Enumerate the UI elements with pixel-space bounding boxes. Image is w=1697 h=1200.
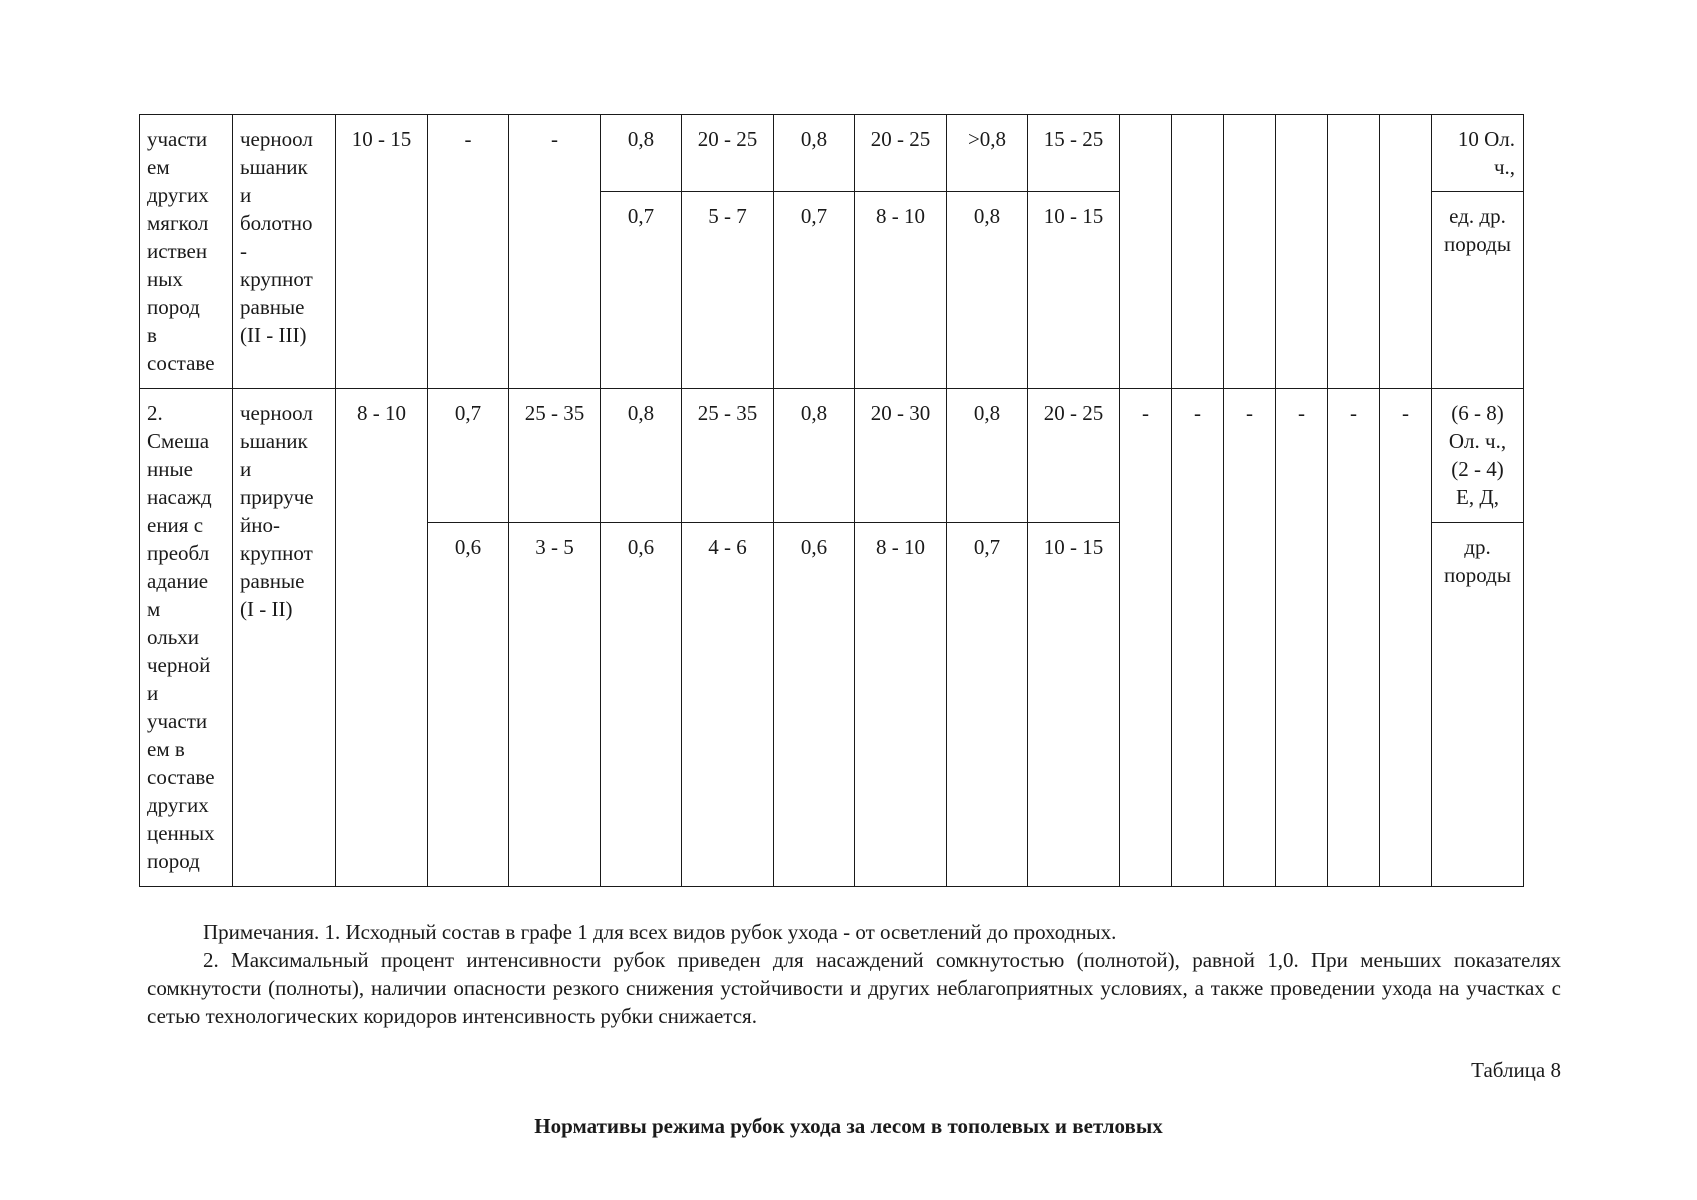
species-composition-cell: участи ем других мягкол иствен ных пород в составе <box>140 115 233 389</box>
note-1-text: Примечания. 1. Исходный состав в графе 1 для всех видов рубок ухода - от осветлений до проходных. <box>203 920 1117 944</box>
density-cell: 0,8 <box>774 389 855 523</box>
empty-cell <box>1172 115 1224 389</box>
norms-table <box>139 114 1524 887</box>
intensity-cell: 15 - 25 <box>1028 115 1120 192</box>
forest-type-cell: черноол ьшаник и прируче йно- крупнот равные (I - II) <box>233 389 336 887</box>
intensity-cell: 5 - 7 <box>682 192 774 389</box>
intensity-cell: 3 - 5 <box>509 523 601 887</box>
empty-cell <box>1380 115 1432 389</box>
value-cell: - <box>428 115 509 389</box>
note-2-text: 2. Максимальный процент интенсивности рубок приведен для насаждений сомкнутостью (полнотой), равной 1,0. При меньших показателях сомкнутости (полноты), наличии опасности резкого снижения устойчивости и других неблагоприятных условиях, а также проведении ухода на участках с сетью технологических коридоров интенсивность рубки снижается. <box>147 948 1561 1028</box>
dash-cell: - <box>1380 389 1432 887</box>
density-cell: 0,7 <box>774 192 855 389</box>
forest-type-cell: черноол ьшаник и болотно - крупнот равные (II - III) <box>233 115 336 389</box>
density-cell: 0,8 <box>947 389 1028 523</box>
density-cell: 0,6 <box>774 523 855 887</box>
dash-cell: - <box>1328 389 1380 887</box>
empty-cell <box>1224 115 1276 389</box>
density-cell: 0,7 <box>428 389 509 523</box>
density-cell: >0,8 <box>947 115 1028 192</box>
density-cell: 0,8 <box>947 192 1028 389</box>
note-1 <box>147 918 1561 946</box>
density-cell: 0,7 <box>947 523 1028 887</box>
intensity-cell: 8 - 10 <box>855 192 947 389</box>
empty-cell <box>1276 115 1328 389</box>
table-row <box>140 115 1524 192</box>
density-cell: 0,8 <box>601 115 682 192</box>
intensity-cell: 20 - 25 <box>855 115 947 192</box>
dash-cell: - <box>1120 389 1172 887</box>
species-composition-cell: 2. Смеша нные насажд ения с преобл адание м ольхи черной и участи ем в составе других ценных пород <box>140 389 233 887</box>
intensity-cell: 10 - 15 <box>1028 192 1120 389</box>
intensity-cell: 4 - 6 <box>682 523 774 887</box>
target-composition-cell: ед. др. породы <box>1432 192 1524 389</box>
age-cell: 8 - 10 <box>336 389 428 887</box>
dash-cell: - <box>1276 389 1328 887</box>
density-cell: 0,8 <box>601 389 682 523</box>
density-cell: 0,6 <box>601 523 682 887</box>
table-row <box>140 389 1524 523</box>
table-title: Нормативы режима рубок ухода за лесом в тополевых и ветловых <box>534 1114 1163 1138</box>
intensity-cell: 8 - 10 <box>855 523 947 887</box>
target-composition-cell: (6 - 8) Ол. ч., (2 - 4) Е, Д, <box>1432 389 1524 523</box>
value-cell: - <box>509 115 601 389</box>
density-cell: 0,6 <box>428 523 509 887</box>
target-composition-cell: др. породы <box>1432 523 1524 887</box>
dash-cell: - <box>1172 389 1224 887</box>
age-cell: 10 - 15 <box>336 115 428 389</box>
dash-cell: - <box>1224 389 1276 887</box>
empty-cell <box>1120 115 1172 389</box>
table-number-label: Таблица 8 <box>1471 1058 1561 1082</box>
intensity-cell: 10 - 15 <box>1028 523 1120 887</box>
density-cell: 0,8 <box>774 115 855 192</box>
intensity-cell: 25 - 35 <box>682 389 774 523</box>
intensity-cell: 20 - 25 <box>682 115 774 192</box>
intensity-cell: 25 - 35 <box>509 389 601 523</box>
intensity-cell: 20 - 25 <box>1028 389 1120 523</box>
empty-cell <box>1328 115 1380 389</box>
target-composition-cell: 10 Ол. ч., <box>1432 115 1524 192</box>
note-2 <box>147 946 1561 1030</box>
density-cell: 0,7 <box>601 192 682 389</box>
intensity-cell: 20 - 30 <box>855 389 947 523</box>
